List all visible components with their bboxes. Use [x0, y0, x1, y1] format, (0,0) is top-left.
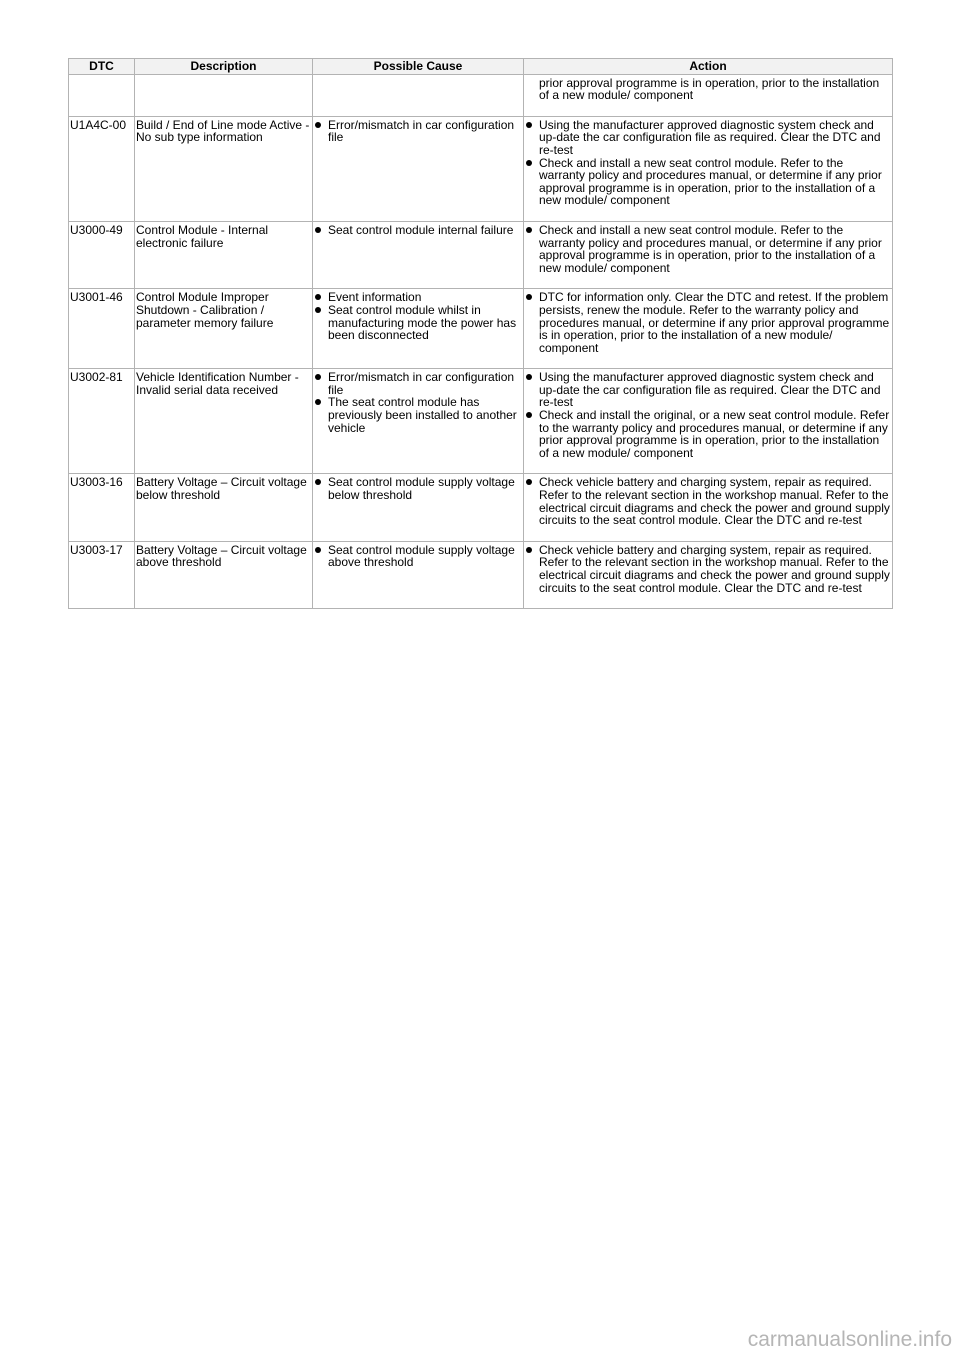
possible-cause-list	[314, 544, 522, 569]
possible-cause-item: Error/mismatch in car configuration file	[314, 371, 522, 396]
dtc-code: U3002-81	[69, 369, 135, 474]
dtc-table	[68, 58, 893, 609]
dtc-description: Vehicle Identification Number - Invalid serial data received	[135, 369, 313, 474]
table-row	[69, 474, 893, 541]
action-cell	[524, 541, 893, 608]
action-list	[525, 119, 891, 207]
table-row	[69, 221, 893, 288]
continuation-action-text: prior approval programme is in operation, prior to the installation of a new module/ component	[539, 75, 880, 103]
action-list	[525, 544, 891, 594]
possible-cause-cell	[313, 116, 524, 221]
possible-cause-item: Error/mismatch in car configuration file	[314, 119, 522, 144]
possible-cause-cell	[313, 369, 524, 474]
action-cell	[524, 221, 893, 288]
dtc-description: Battery Voltage – Circuit voltage below threshold	[135, 474, 313, 541]
dtc-code: U3000-49	[69, 221, 135, 288]
dtc-description: Control Module Improper Shutdown - Calibration / parameter memory failure	[135, 289, 313, 369]
action-item: Using the manufacturer approved diagnostic system check and up-date the car configuration file as required. Clear the DTC and re-test	[525, 371, 891, 409]
possible-cause-cell	[313, 474, 524, 541]
possible-cause-cell	[313, 289, 524, 369]
possible-cause-list	[314, 291, 522, 341]
possible-cause-list	[314, 119, 522, 144]
action-item: Check and install the original, or a new seat control module. Refer to the warranty policy and procedures manual, or determine if any prior approval programme is in operation, prior to the installation of a new module/ component	[525, 409, 891, 459]
possible-cause-cell	[313, 541, 524, 608]
possible-cause-item: Seat control module whilst in manufacturing mode the power has been disconnected	[314, 304, 522, 342]
dtc-code: U1A4C-00	[69, 116, 135, 221]
action-cell	[524, 116, 893, 221]
possible-cause-item: Seat control module internal failure	[314, 224, 522, 237]
possible-cause-item: The seat control module has previously been installed to another vehicle	[314, 396, 522, 434]
table-row	[69, 369, 893, 474]
action-list	[525, 224, 891, 274]
table-header-row	[69, 59, 893, 75]
dtc-description: Battery Voltage – Circuit voltage above threshold	[135, 541, 313, 608]
action-item: Using the manufacturer approved diagnostic system check and up-date the car configuration file as required. Clear the DTC and re-test	[525, 119, 891, 157]
action-item: Check vehicle battery and charging system, repair as required. Refer to the relevant section in the workshop manual. Refer to the electrical circuit diagrams and check the power and ground supply circuits to the seat control module. Clear the DTC and re-test	[525, 544, 891, 594]
possible-cause-cell	[313, 221, 524, 288]
possible-cause-list	[314, 371, 522, 434]
header-description: Description	[135, 59, 313, 75]
action-item: Check and install a new seat control module. Refer to the warranty policy and procedures manual, or determine if any prior approval programme is in operation, prior to the installation of a new module/ component	[525, 157, 891, 207]
action-item: Check vehicle battery and charging system, repair as required. Refer to the relevant section in the workshop manual. Refer to the electrical circuit diagrams and check the power and ground supply circuits to the seat control module. Clear the DTC and re-test	[525, 476, 891, 526]
dtc-code: U3001-46	[69, 289, 135, 369]
table-row	[69, 541, 893, 608]
dtc-code: U3003-16	[69, 474, 135, 541]
action-cell	[524, 474, 893, 541]
possible-cause-item: Seat control module supply voltage below threshold	[314, 476, 522, 501]
possible-cause-item: Seat control module supply voltage above threshold	[314, 544, 522, 569]
possible-cause-item: Event information	[314, 291, 522, 304]
action-item: Check and install a new seat control module. Refer to the warranty policy and procedures manual, or determine if any prior approval programme is in operation, prior to the installation of a new module/ component	[525, 224, 891, 274]
action-cell	[524, 289, 893, 369]
watermark-logo: carmanualsonline.info	[747, 1328, 952, 1351]
table-row	[69, 289, 893, 369]
action-cell	[524, 369, 893, 474]
possible-cause-list	[314, 476, 522, 501]
continuation-row	[69, 74, 893, 116]
action-list	[525, 371, 891, 459]
action-list	[525, 291, 891, 354]
dtc-description: Build / End of Line mode Active - No sub type information	[135, 116, 313, 221]
header-action: Action	[524, 59, 893, 75]
table-row	[69, 116, 893, 221]
action-list	[525, 476, 891, 526]
possible-cause-list	[314, 224, 522, 237]
dtc-code: U3003-17	[69, 541, 135, 608]
header-possible-cause: Possible Cause	[313, 59, 524, 75]
dtc-description: Control Module - Internal electronic failure	[135, 221, 313, 288]
header-dtc: DTC	[69, 59, 135, 75]
action-item: DTC for information only. Clear the DTC and retest. If the problem persists, renew the module. Refer to the warranty policy and procedures manual, or determine if any prior approval programme is in operation, prior to the installation of a new module/ component	[525, 291, 891, 354]
